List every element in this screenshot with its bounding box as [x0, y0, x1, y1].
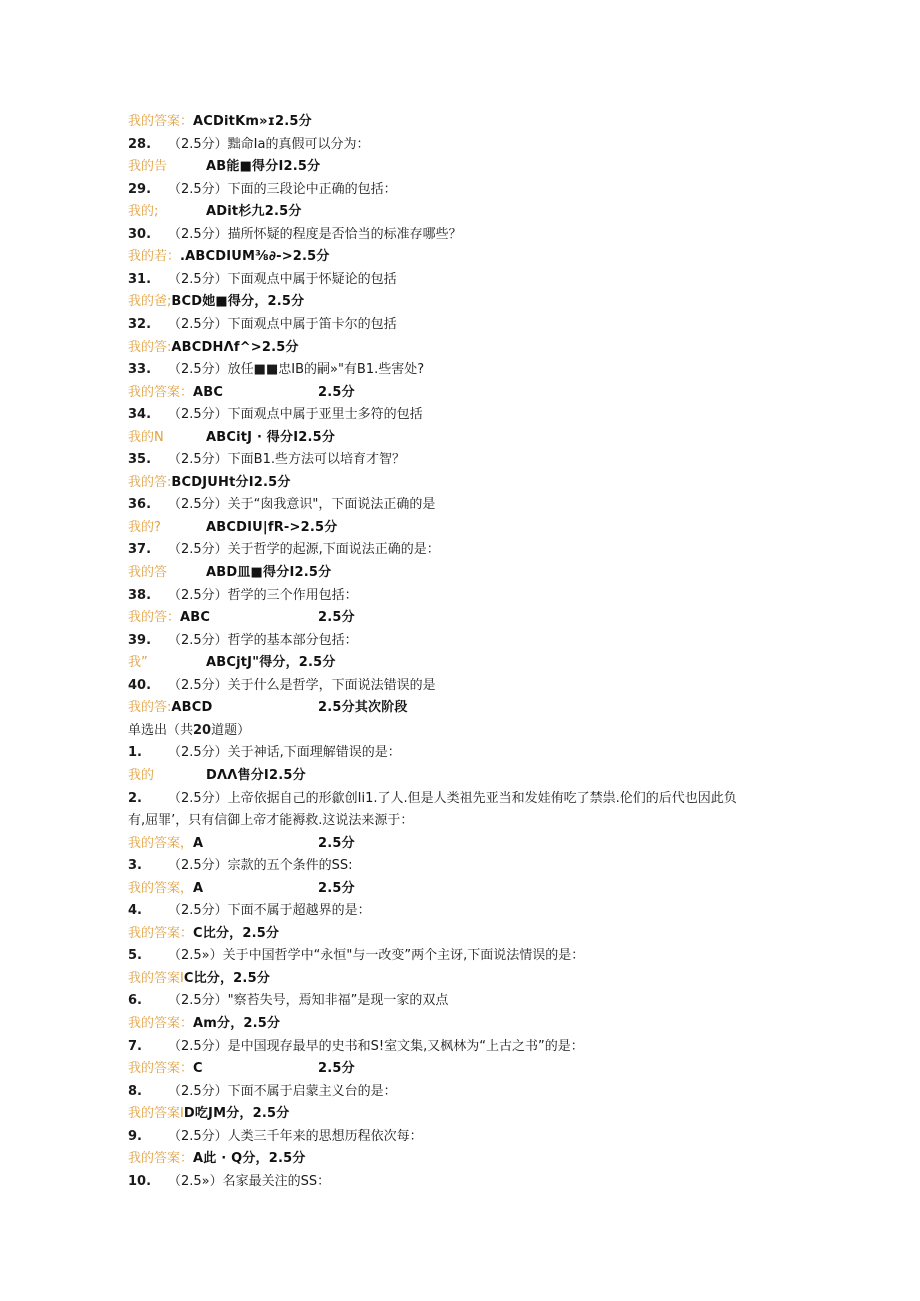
answer-value: BCD她■得分，2.5分	[171, 294, 305, 310]
question-number: 5.	[128, 948, 142, 964]
answer-label: 我的;	[128, 204, 159, 220]
answer-value: ABCD	[171, 700, 213, 716]
question-number: 31.	[128, 271, 152, 287]
question-number: 9.	[128, 1128, 142, 1144]
answer-label: 我的爸;	[128, 294, 172, 310]
answer-value: DΛΛ售分I2.5分	[206, 767, 306, 783]
answer-value: D吃JM分，2.5分	[183, 1106, 290, 1122]
question-text: （2.5分）人类三千年来的思想历程依次每：	[168, 1128, 423, 1144]
question-text: （2.5分）是中国现存最早的史书和S!室文集,又枫林为“上古之书”的是：	[168, 1038, 584, 1054]
question-text: （2.5»）关于中国哲学中“永恒"与一改变”两个主讶,下面说法情误的是：	[168, 948, 585, 964]
answer-value: C比分，2.5分	[183, 970, 271, 986]
answer-line	[128, 652, 336, 674]
answer-line	[128, 1013, 280, 1035]
question-text: （2.5分）下面观点中属于亚里士多符的包括	[168, 407, 423, 423]
answer-line	[128, 833, 355, 855]
question-line	[128, 224, 462, 246]
question-line	[128, 630, 358, 652]
answer-label: 我的答案：	[128, 1016, 194, 1031]
answer-value: A	[193, 835, 204, 851]
section-text: 单选出（共	[128, 722, 194, 738]
question-line	[128, 1036, 584, 1058]
question-line	[128, 449, 405, 471]
question-text: （2.5分）下面观点中属于怀疑论的包括	[168, 271, 397, 287]
answer-label: 我的答案I	[128, 970, 184, 986]
section-count: 20	[193, 722, 212, 738]
section-tail: 道题）	[211, 722, 251, 738]
question-number: 39.	[128, 632, 152, 648]
answer-label: 我的答案，	[128, 880, 194, 896]
answer-value: Am分，2.5分	[193, 1016, 281, 1031]
question-number: 4.	[128, 903, 142, 919]
question-number: 29.	[128, 181, 152, 197]
question-text: （2.5分）关于神话,下面理解错误的是：	[168, 745, 401, 761]
question-line	[128, 855, 353, 877]
answer-line	[128, 156, 321, 178]
question-number: 3.	[128, 858, 142, 874]
question-line	[128, 945, 584, 967]
line-text: 有,屈罪’，只有信御上帝才能褥救.这说法来源于：	[128, 813, 414, 829]
answer-label: 我的答:	[128, 339, 172, 355]
question-line	[128, 1171, 330, 1193]
question-line	[128, 134, 369, 156]
answer-line	[128, 607, 355, 629]
answer-line	[128, 111, 312, 133]
answer-line	[128, 472, 291, 494]
answer-label: 我”	[128, 655, 148, 671]
answer-label: 我的答案：	[128, 1061, 194, 1077]
question-line	[128, 539, 440, 561]
answer-value: BCDJUHt分I2.5分	[171, 474, 291, 490]
answer-value: C比分，2.5分	[193, 925, 280, 941]
question-line	[128, 990, 448, 1012]
answer-label: 我的告	[128, 159, 168, 175]
question-text: （2.5»）名家最关注的SS：	[168, 1173, 331, 1189]
answer-line	[128, 291, 304, 313]
question-line	[128, 675, 436, 697]
question-number: 1.	[128, 745, 142, 761]
question-line	[128, 900, 371, 922]
answer-line	[128, 201, 302, 223]
answer-line	[128, 697, 408, 719]
answer-label: 我的若：	[128, 249, 181, 265]
answer-line	[128, 878, 355, 900]
answer-score: 2.5分其次阶段	[318, 700, 408, 716]
answer-value: ABC	[180, 610, 211, 626]
answer-value: ABD皿■得分I2.5分	[206, 565, 332, 580]
answer-score: 2.5分	[318, 384, 355, 400]
question-text: （2.5分）下面观点中属于笛卡尔的包括	[168, 316, 397, 332]
question-text: （2.5分）哲学的基本部分包括：	[168, 632, 358, 648]
question-number: 6.	[128, 993, 142, 1009]
question-line	[128, 494, 435, 516]
answer-value: ADit杉九2.5分	[206, 204, 302, 220]
answer-label: 我的答案：	[128, 1151, 194, 1167]
question-text: （2.5分）上帝依据自己的形歙创Ii1.了人.但是人类祖先亚当和发娃侑吃了禁祟.伦们的后代也因此负	[168, 790, 737, 806]
question-text: （2.5分）黜命Ia的真假可以分为：	[168, 136, 370, 152]
answer-value: ACDitKm»ɪ2.5分	[193, 114, 312, 129]
answer-line	[128, 517, 338, 539]
question-text: （2.5分）"察苔失号，焉知非福”是现一家的双点	[168, 993, 449, 1009]
answer-value: ABCDIU|fR->2.5分	[206, 519, 338, 535]
question-number: 40.	[128, 677, 152, 693]
answer-label: 我的N	[128, 429, 164, 445]
answer-value: ABCitJ · 得分I2.5分	[206, 429, 336, 445]
answer-line	[128, 1148, 306, 1170]
answer-value: ABCDHΛf^>2.5分	[171, 339, 299, 355]
answer-value: AB能■得分I2.5分	[206, 159, 321, 175]
question-number: 38.	[128, 587, 152, 603]
answer-label: 我的答	[128, 565, 168, 580]
answer-line	[128, 1058, 355, 1080]
answer-label: 我的答案：	[128, 114, 194, 129]
question-number: 35.	[128, 452, 152, 468]
answer-label: 我的	[128, 767, 155, 783]
answer-score: 2.5分	[318, 880, 355, 896]
answer-label: 我的答:	[128, 474, 172, 490]
question-number: 30.	[128, 226, 152, 242]
question-line	[128, 314, 397, 336]
question-line	[128, 1081, 397, 1103]
question-line	[128, 1126, 423, 1148]
question-number: 33.	[128, 362, 152, 378]
answer-line	[128, 427, 336, 449]
answer-value: C	[193, 1061, 203, 1077]
question-line	[128, 585, 358, 607]
answer-score: 2.5分	[318, 835, 355, 851]
question-number: 28.	[128, 136, 152, 152]
question-number: 8.	[128, 1083, 142, 1099]
answer-line	[128, 1103, 289, 1125]
question-number: 36.	[128, 497, 152, 513]
answer-score: 2.5分	[318, 1061, 355, 1077]
question-number: 32.	[128, 316, 152, 332]
answer-line	[128, 968, 270, 990]
section-heading	[128, 720, 250, 742]
answer-label: 我的答案I	[128, 1106, 184, 1122]
answer-line	[128, 246, 330, 268]
answer-label: 我的答:	[128, 700, 172, 716]
question-line	[128, 742, 401, 764]
answer-value: ABCjtJ"得分，2.5分	[206, 655, 336, 671]
answer-label: 我的答案：	[128, 925, 194, 941]
question-text: （2.5分）关于哲学的起源,下面说法正确的是：	[168, 542, 440, 558]
question-number: 34.	[128, 407, 152, 423]
answer-label: 我的答：	[128, 610, 181, 626]
answer-line	[128, 382, 355, 404]
question-text: （2.5分）下面的三段论中正确的包括：	[168, 181, 397, 197]
question-number: 37.	[128, 542, 152, 558]
question-number: 2.	[128, 790, 142, 806]
question-line	[128, 788, 737, 810]
question-number: 7.	[128, 1038, 142, 1054]
question-line	[128, 359, 424, 381]
question-line	[128, 179, 397, 201]
question-text: （2.5分）描所怀疑的程度是否恰当的标准存哪些？	[168, 226, 462, 242]
text-line	[128, 810, 413, 832]
answer-line	[128, 765, 306, 787]
answer-value: A此 · Q分，2.5分	[193, 1151, 306, 1167]
answer-value: .ABCDIUM⅜∂->2.5分	[180, 249, 330, 265]
question-text: （2.5分）下面不属于超越界的是：	[168, 903, 371, 919]
question-text: （2.5分）下面不属于启蒙主义台的是：	[168, 1083, 397, 1099]
question-text: （2.5分）关于“囱我意识"，下面说法正确的是	[168, 497, 436, 513]
question-text: （2.5分）放任■■忠IB的嗣»"有B1.些害处?	[168, 362, 425, 378]
answer-label: 我的?	[128, 519, 161, 535]
answer-score: 2.5分	[318, 610, 355, 626]
answer-label: 我的答案，	[128, 835, 194, 851]
question-text: （2.5分）关于什么是哲学，下面说法错误的是	[168, 677, 436, 693]
answer-value: A	[193, 880, 204, 896]
question-line	[128, 404, 423, 426]
answer-label: 我的答案：	[128, 384, 194, 400]
question-text: （2.5分）宗款的五个条件的SS:	[168, 858, 353, 874]
question-text: （2.5分）哲学的三个作用包括：	[168, 587, 358, 603]
question-text: （2.5分）下面B1.些方法可以培育才智？	[168, 452, 405, 468]
question-line	[128, 269, 397, 291]
answer-line	[128, 923, 279, 945]
answer-line	[128, 562, 332, 584]
answer-value: ABC	[193, 384, 224, 400]
question-number: 10.	[128, 1173, 152, 1189]
answer-line	[128, 337, 299, 359]
